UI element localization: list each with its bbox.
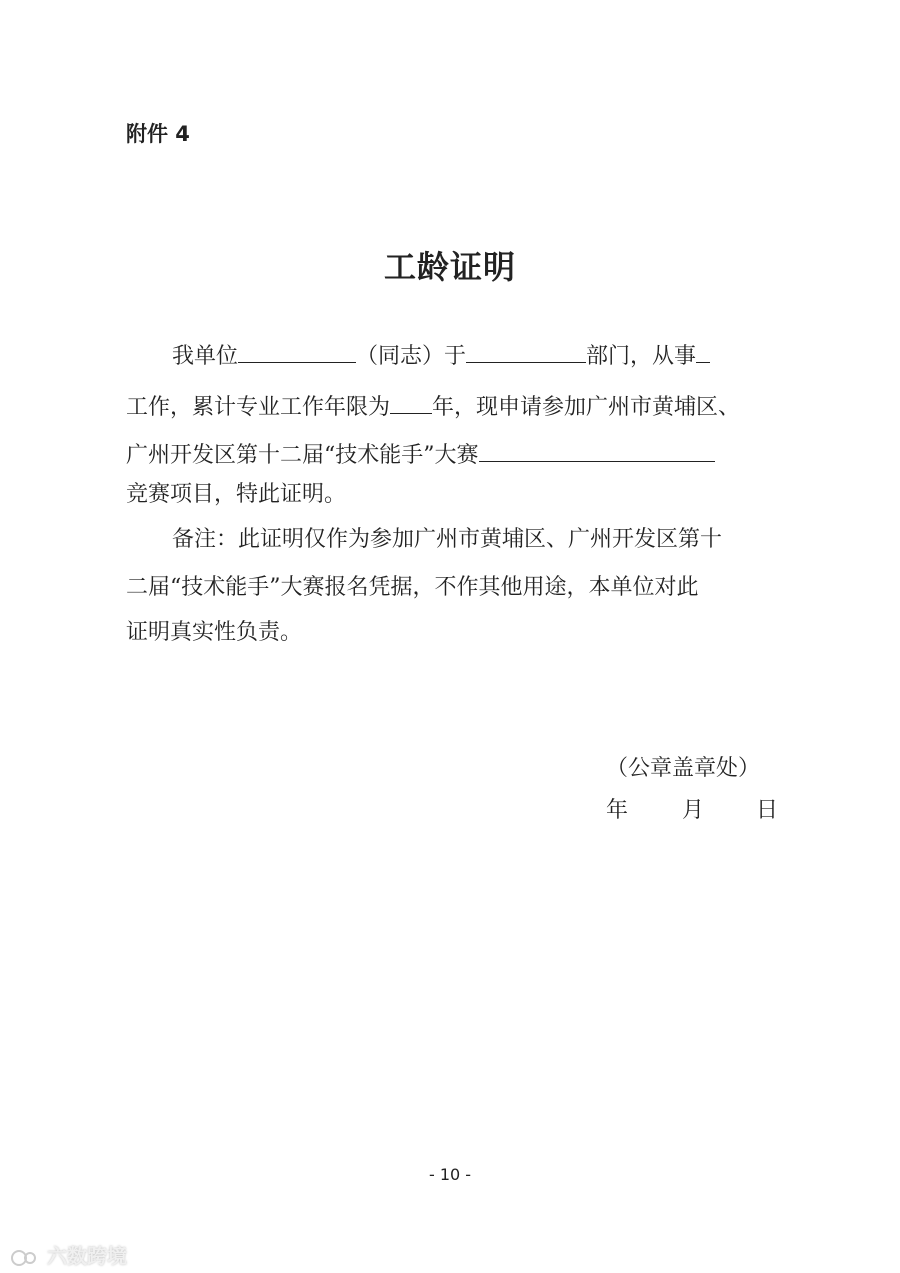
body-text-dept: 部门，从事 [586, 344, 697, 369]
body-line-2 [126, 391, 740, 423]
body-text-my-unit: 我单位 [172, 344, 239, 369]
body-text-years-start: 工作，累计专业工作年限为 [126, 395, 391, 420]
note-line-1: 备注：此证明仅作为参加广州市黄埔区、广州开发区第十 [172, 527, 723, 552]
body-text-years-end: 年，现申请参加广州市黄埔区、 [432, 395, 741, 420]
work-type-blank [696, 340, 710, 363]
watermark-text: 六数跨境 [46, 1244, 127, 1268]
name-blank [238, 340, 356, 363]
attachment-label: 附件 4 [126, 122, 190, 146]
document-title: 工龄证明 [383, 248, 516, 286]
note-line-3: 证明真实性负责。 [126, 620, 303, 645]
date-day: 日 [756, 798, 779, 823]
department-blank [466, 340, 586, 363]
body-text-comrade: （同志）于 [356, 344, 467, 369]
seal-placeholder: （公章盖章处） [606, 756, 761, 781]
date-year: 年 [606, 798, 629, 823]
body-line-3 [126, 439, 715, 471]
body-line-4: 竞赛项目，特此证明。 [126, 482, 347, 507]
note-line-2: 二届“技术能手”大赛报名凭据，不作其他用途，本单位对此 [126, 575, 699, 600]
watermark [10, 1240, 127, 1269]
years-blank [390, 391, 432, 414]
page-number: - 10 - [428, 1165, 472, 1184]
watermark-logo-icon [10, 1247, 40, 1269]
body-line-1 [172, 340, 710, 372]
contest-item-blank [479, 439, 715, 462]
body-text-contest: 广州开发区第十二届“技术能手”大赛 [126, 443, 479, 468]
date-line [606, 796, 778, 826]
date-month: 月 [682, 798, 705, 823]
